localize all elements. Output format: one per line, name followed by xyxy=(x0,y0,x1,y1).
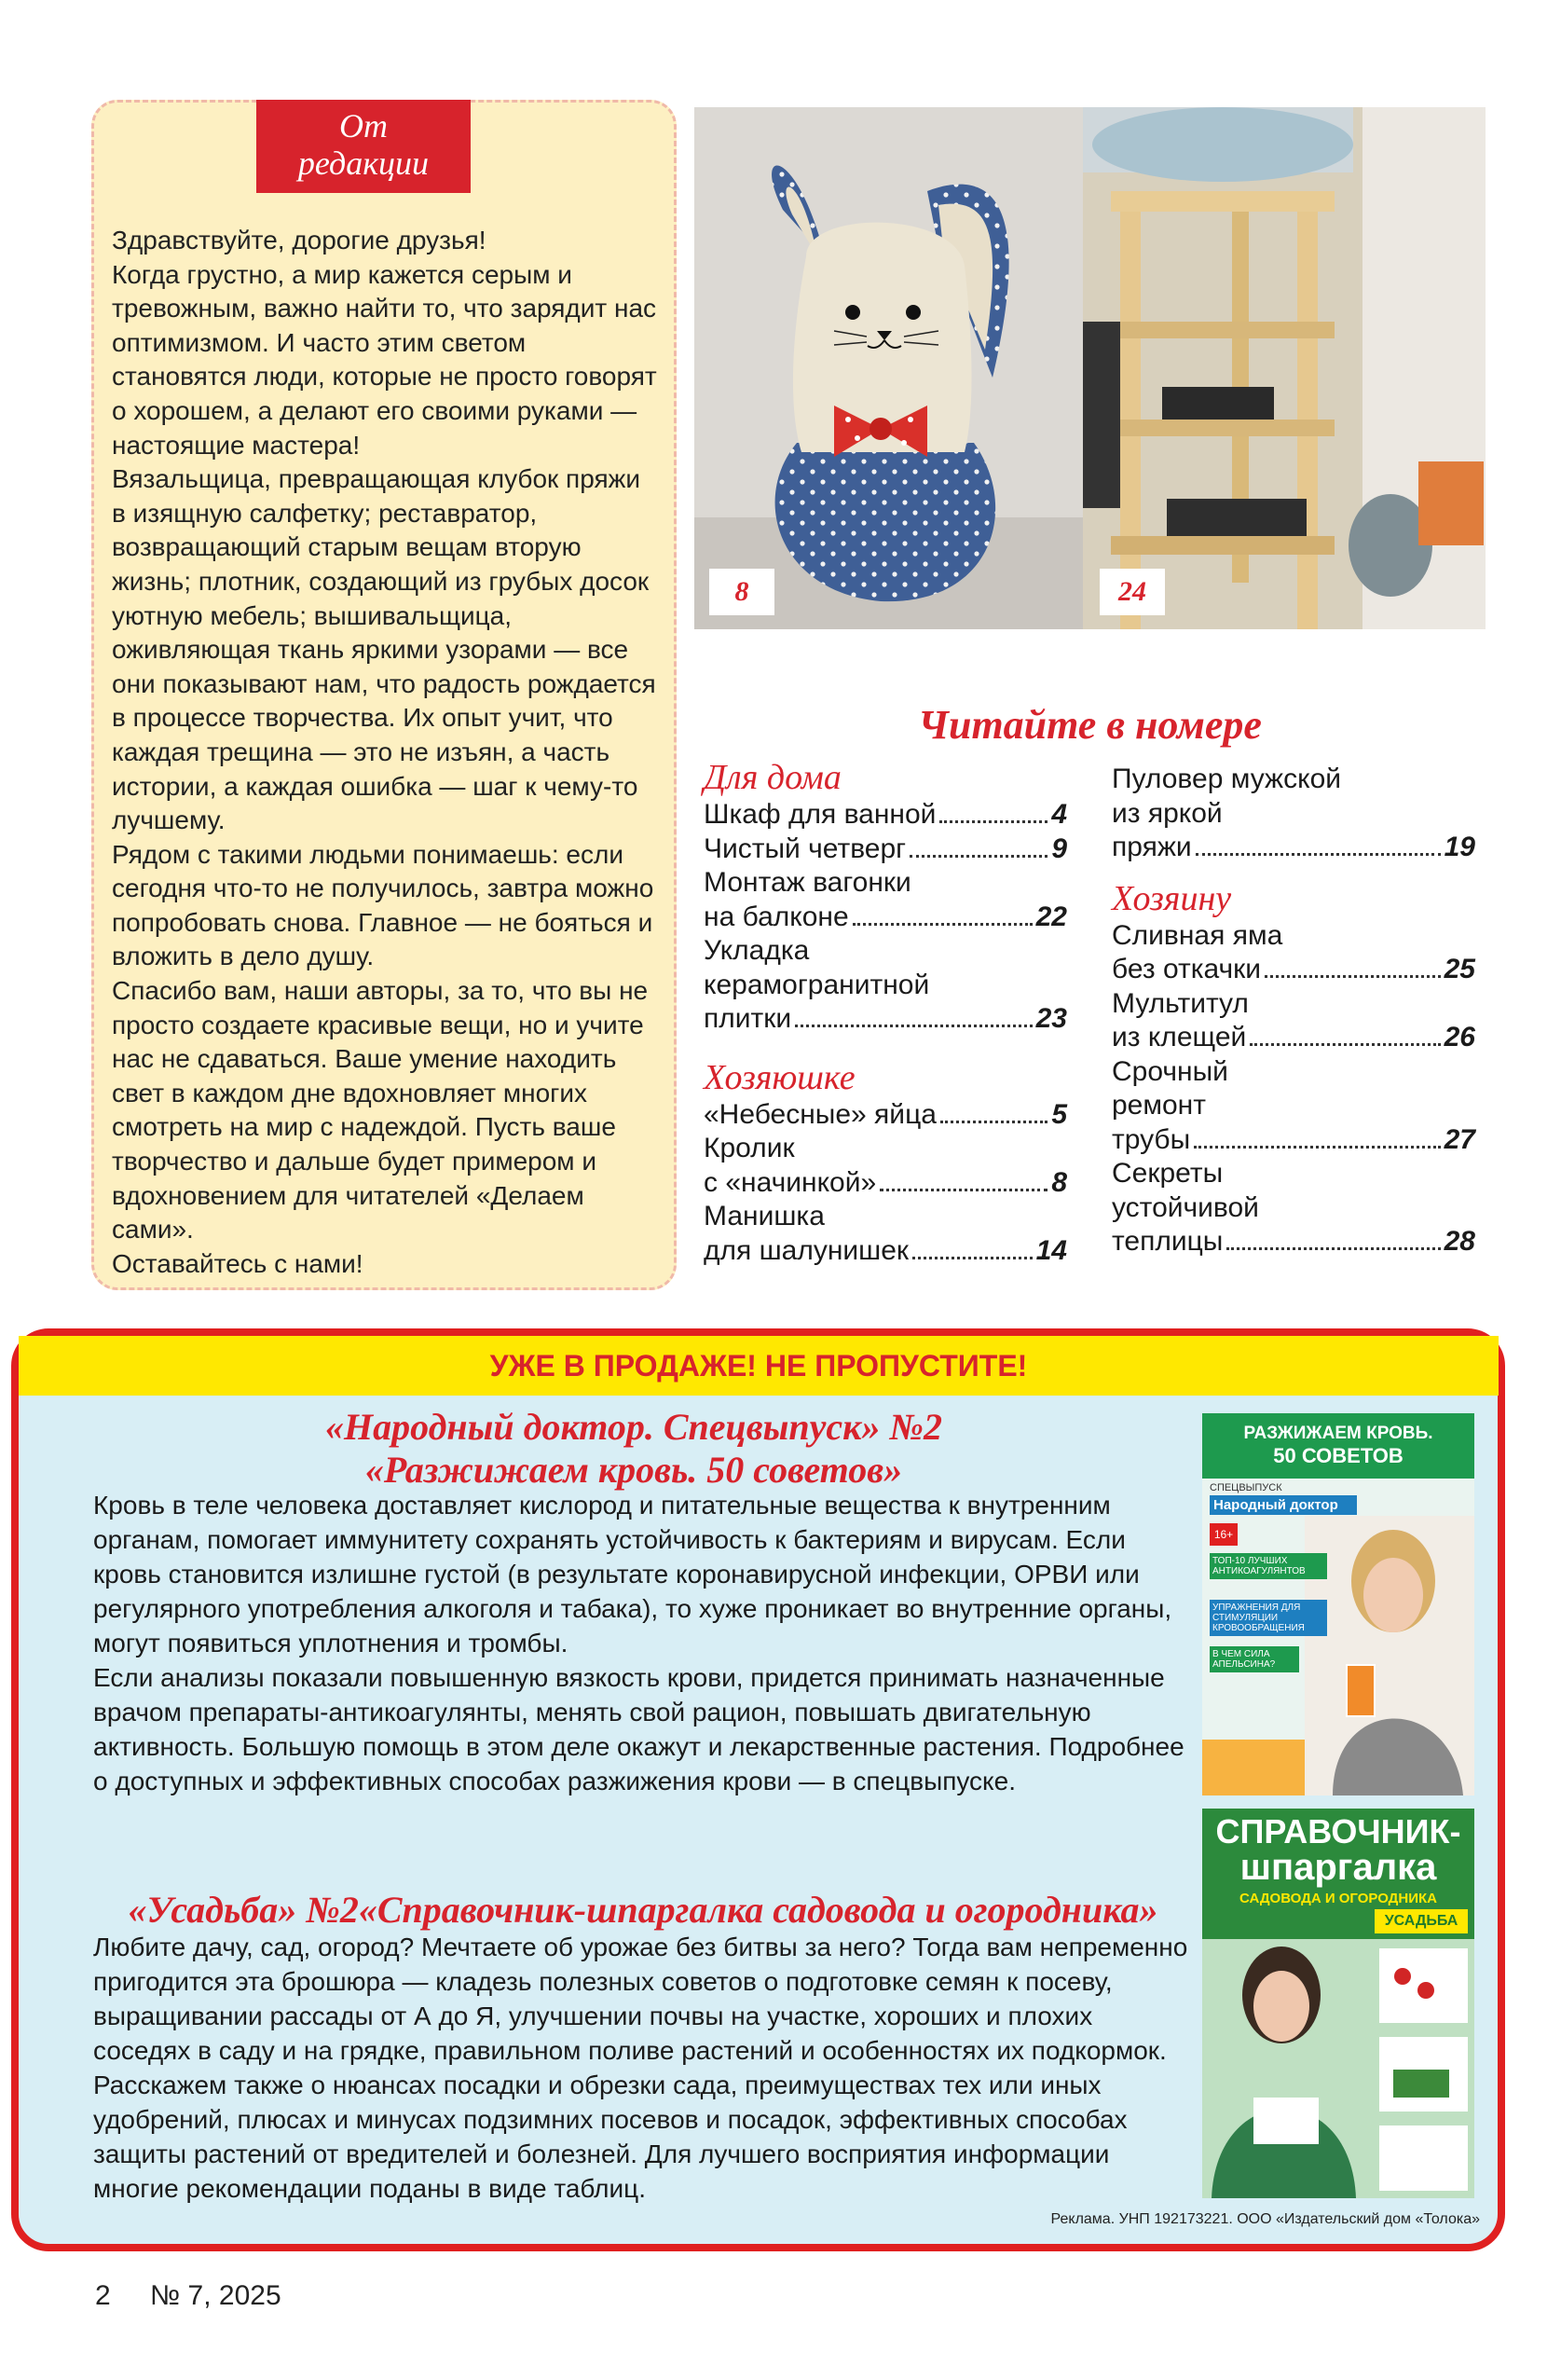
editorial-text xyxy=(112,224,658,1281)
toc-entry-pre: Кролик xyxy=(704,1133,795,1163)
ad-note: Реклама. УНП 192173221. ООО «Издательский дом «Толока» xyxy=(1050,2211,1480,2227)
toc-entry-pre: Пуловер мужской xyxy=(1112,764,1342,794)
toc-entry-pre: Сливная яма xyxy=(1112,919,1283,951)
cover2-gardener-illustration xyxy=(1202,1939,1474,2198)
cover1-tag1: ТОП-10 ЛУЧШИХ АНТИКОАГУЛЯНТОВ xyxy=(1210,1553,1327,1579)
toc-entry[interactable] xyxy=(1112,919,1475,987)
cover2-brand: УСАДЬБА xyxy=(1375,1909,1468,1933)
toc-entry[interactable] xyxy=(704,798,1067,832)
cover2-subtitle: САДОВОДА И ОГОРОДНИКА xyxy=(1239,1891,1437,1906)
toc-entry-page: 25 xyxy=(1444,954,1475,984)
shelf-illustration xyxy=(1083,107,1486,629)
toc-entry[interactable] xyxy=(704,1132,1067,1200)
toc-entry[interactable] xyxy=(1112,1055,1475,1158)
promo-item1-title-line1: «Народный доктор. Спецвыпуск» №2 xyxy=(325,1406,942,1448)
toc-entry[interactable] xyxy=(704,1098,1067,1133)
editorial-paragraph: Оставайтесь с нами! xyxy=(112,1248,363,1278)
toc-entry-pre: керамогранитной xyxy=(704,969,930,1000)
toc-section-heading: Хозяюшке xyxy=(704,1057,856,1097)
toc-entry-page: 26 xyxy=(1444,1022,1475,1052)
toc-entry-pre: Монтаж вагонки xyxy=(704,867,911,898)
promo-banner: УЖЕ В ПРОДАЖЕ! НЕ ПРОПУСТИТЕ! xyxy=(19,1336,1499,1396)
toc-entry-page: 22 xyxy=(1035,901,1067,932)
cover1-headline-line1: РАЗЖИЖАЕМ КРОВЬ. xyxy=(1243,1424,1433,1443)
toc-entry[interactable] xyxy=(704,934,1067,1037)
toc-entry-label: Чистый четверг xyxy=(704,832,907,864)
toc-entry-label: с «начинкой» xyxy=(704,1166,877,1198)
toc-title: Читайте в номере xyxy=(918,702,1262,748)
cover1-tag3: В ЧЕМ СИЛА АПЕЛЬСИНА? xyxy=(1210,1646,1299,1672)
toc-entry-page: 9 xyxy=(1051,832,1067,864)
toc-entry-label: трубы xyxy=(1112,1123,1191,1155)
photo-page-number: 24 xyxy=(1100,569,1165,615)
cover1-age: 16+ xyxy=(1210,1523,1238,1546)
cover1-headline-line2: 50 СОВЕТОВ xyxy=(1273,1444,1404,1467)
editorial-paragraph: Вязальщица, превращающая клубок пряжи в изящную салфетку; реставратор, возвращающий старым вещам вторую жизнь; плотник, создающий из грубых досок уютную мебель; вышивальщица, оживляющая ткань яркими узорами — все они показывают нам, что радость рождается в процессе творчества. Их опыт учит, что каждая трещина — это не изъян, а часть истории, а каждая ошибка — шаг к чему-то лучшему. xyxy=(112,464,656,835)
bunny-illustration xyxy=(694,107,1086,629)
toc-entry[interactable] xyxy=(1112,763,1475,865)
promo-item1-title xyxy=(93,1406,1174,1492)
toc-entry-pre: Укладка xyxy=(704,935,810,966)
cover-usadba[interactable] xyxy=(1202,1809,1474,2198)
toc-entry-pre: Мультитул xyxy=(1112,987,1249,1019)
toc-entry-page: 23 xyxy=(1035,1003,1067,1034)
toc-entry-label: пряжи xyxy=(1112,832,1192,862)
cover2-title-line2: шпаргалка xyxy=(1239,1847,1437,1888)
photo-bunny xyxy=(694,107,1086,629)
cover1-brand-small: СПЕЦВЫПУСК xyxy=(1210,1482,1282,1493)
editorial-badge xyxy=(256,100,471,193)
promo-item1-paragraph: Если анализы показали повышенную вязкость крови, придется принимать назначенные врачом препараты-антикоагулянты, менять свой рацион, повышать двигательную активность. Большую помощь в этом деле окажут и лекарственные растения. Подробнее о доступных и эффективных способах разжижения крови — в спецвыпуске. xyxy=(93,1663,1184,1795)
toc-entry-label: плитки xyxy=(704,1003,792,1034)
toc-entry[interactable] xyxy=(1112,1157,1475,1259)
toc-entry-label: Шкаф для ванной xyxy=(704,799,937,830)
editorial-paragraph: Спасибо вам, наши авторы, за то, что вы не просто создаете красивые вещи, но и учите нас не сдаваться. Ваше умение находить свет в каждом дне вдохновляет многих смотреть на мир с надеждой. Пусть ваше творчество и дальше будет примером и вдохновением для читателей «Делаем сами». xyxy=(112,976,649,1245)
toc-entry-pre: ремонт xyxy=(1112,1090,1206,1121)
editorial-badge-line1: От xyxy=(339,107,388,144)
cover1-brand: Народный доктор xyxy=(1210,1495,1357,1515)
toc-entry[interactable] xyxy=(704,1200,1067,1268)
toc-entry[interactable] xyxy=(704,866,1067,934)
page-number: 2 xyxy=(95,2280,111,2311)
cover-narodny-doktor[interactable] xyxy=(1202,1413,1474,1795)
issue-number: № 7, 2025 xyxy=(150,2280,281,2311)
cover2-title-line1: СПРАВОЧНИК- xyxy=(1215,1812,1461,1850)
toc-entry-pre: из яркой xyxy=(1112,797,1223,829)
photo-page-number: 8 xyxy=(709,569,774,615)
toc-entry-page: 28 xyxy=(1444,1226,1475,1257)
cover1-tag2: УПРАЖНЕНИЯ ДЛЯ СТИМУЛЯЦИИ КРОВООБРАЩЕНИЯ xyxy=(1210,1600,1327,1636)
toc-column-left xyxy=(704,757,1067,1268)
toc-entry-label: из клещей xyxy=(1112,1022,1247,1052)
toc-entry-page: 27 xyxy=(1444,1123,1475,1155)
promo-item2-text: Любите дачу, сад, огород? Мечтаете об урожае без битвы за него? Тогда вам непременно пригодится эта брошюра — кладезь полезных советов о подготовке семян к посеву, выращивании рассады от А до Я, улучшении почвы на участке, хороших и плохих соседях в саду и на грядке, правильном поливе растений и особенностях их подкормок. Расскажем также о нюансах посадки и обрезки сада, преимуществах тех или иных удобрений, плюсах и минусах подзимних посевов и посадок, эффективных способах защиты растений от вредителей и болезней. Для лучшего восприятия информации многие рекомендации поданы в виде таблиц. xyxy=(93,1933,1188,2203)
toc-entry-pre: Срочный xyxy=(1112,1055,1228,1087)
toc-section-heading: Хозяину xyxy=(1112,878,1232,918)
toc-entry-label: без откачки xyxy=(1112,954,1262,984)
cover1-woman-illustration xyxy=(1305,1516,1474,1795)
photo-shelf xyxy=(1083,107,1486,629)
toc-section-heading: Для дома xyxy=(704,758,842,797)
toc-entry-page: 19 xyxy=(1444,832,1475,862)
toc-entry-pre: устойчивой xyxy=(1112,1191,1259,1223)
editorial-paragraph: Здравствуйте, дорогие друзья! xyxy=(112,226,486,255)
toc-entry-page: 4 xyxy=(1051,799,1067,830)
toc-entry-label: «Небесные» яйца xyxy=(704,1098,937,1130)
page-footer xyxy=(95,2280,313,2312)
toc-entry-label: на балконе xyxy=(704,901,849,932)
editorial-paragraph: Рядом с такими людьми понимаешь: если сегодня что-то не получилось, завтра можно попробовать снова. Главное — не бояться и вложить в дело душу. xyxy=(112,839,654,971)
toc-entry[interactable] xyxy=(1112,987,1475,1055)
toc-entry-pre: Манишка xyxy=(704,1201,825,1231)
toc-entry-label: теплицы xyxy=(1112,1226,1224,1257)
promo-item1-paragraph: Кровь в теле человека доставляет кислород и питательные вещества к внутренним органам, помогает иммунитету сохранять устойчивость к бактериям и вирусам. Если кровь становится излишне густой (в результате коронавирусной инфекции, ОРВИ или регулярного употребления алкоголя и табака), то хуже проникает во внутренние органы, могут появиться уплотнения и тромбы. xyxy=(93,1491,1172,1658)
editorial-badge-line2: редакции xyxy=(297,144,430,182)
toc-column-right xyxy=(1112,763,1475,1259)
promo-item1-title-line2: «Разжижаем кровь. 50 советов» xyxy=(364,1449,903,1491)
toc-entry[interactable] xyxy=(704,832,1067,867)
toc-entry-page: 14 xyxy=(1035,1234,1067,1266)
promo-item2-title: «Усадьба» №2«Справочник-шпаргалка садовода и огородника» xyxy=(128,1889,1158,1931)
promo-item1-text xyxy=(93,1488,1193,1798)
toc-entry-label: для шалунишек xyxy=(704,1234,910,1266)
toc-entry-pre: Секреты xyxy=(1112,1158,1224,1189)
toc-entry-page: 8 xyxy=(1051,1166,1067,1198)
editorial-paragraph: Когда грустно, а мир кажется серым и тревожным, важно найти то, что зарядит нас оптимизмом. И часто этим светом становятся люди, которые не просто говорят о хорошем, а делают его своими руками — настоящие мастера! xyxy=(112,259,657,460)
toc-entry-page: 5 xyxy=(1051,1098,1067,1130)
